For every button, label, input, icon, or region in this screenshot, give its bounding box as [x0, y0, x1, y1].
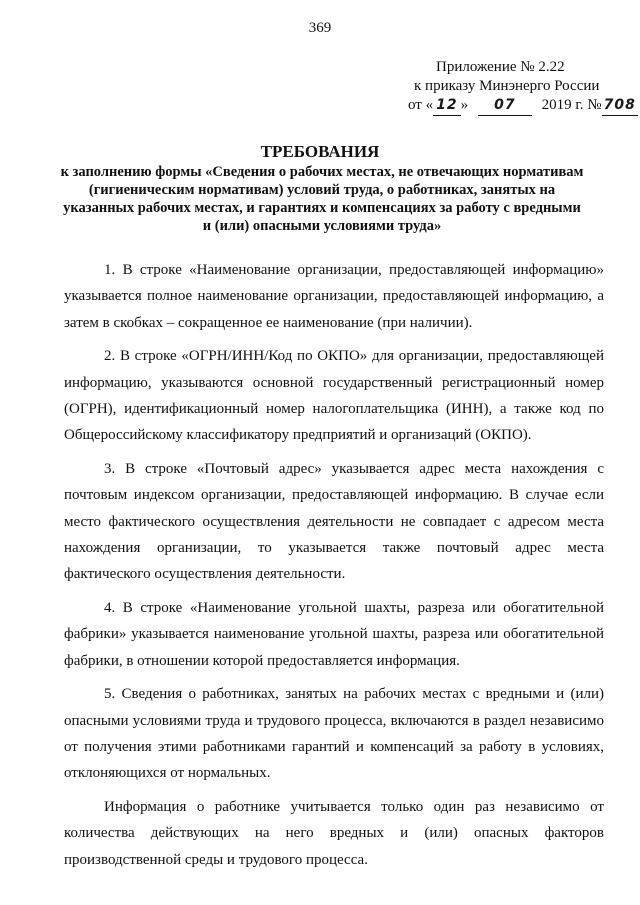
document-title: ТРЕБОВАНИЯ: [260, 142, 380, 161]
paragraph-5: 5. Сведения о работниках, занятых на рабочих местах с вредными и (или) опасными условиями труда и трудового процесса, включаются в раздел независимо от получения этими работниками гарантий и компенсаций за работу в условиях, отклоняющихся от нормальных.: [64, 686, 604, 782]
paragraph-1: 1. В строке «Наименование организации, предоставляющей информацию» указывается полное наименование организации, предоставляющей информацию, а затем в скобках – сокращенное ее наименование (при наличии).: [64, 262, 604, 331]
appendix-order-ref: к приказу Минэнерго России: [414, 78, 600, 94]
handwritten-day: 12: [433, 96, 460, 116]
paragraph-6: Информация о работнике учитывается только один раз независимо от количества действующих на него вредных и (или) опасных факторов производственной среды и трудового процесса.: [64, 798, 604, 868]
date-day-close: »: [460, 97, 469, 113]
appendix-title: Приложение № 2.22: [436, 59, 565, 75]
date-prefix: от «: [408, 97, 434, 113]
appendix-date-line: [408, 96, 638, 116]
paragraph-4: 4. В строке «Наименование угольной шахты, разреза или обогатительной фабрики» указывается наименование угольной шахты, разреза или обогатительной фабрики, в отношении которой предоставляется информация.: [64, 599, 604, 669]
appendix-block: [408, 58, 638, 116]
page-number: 369: [308, 20, 332, 36]
paragraph-3: 3. В строке «Почтовый адрес» указывается адрес места нахождения с почтовым индексом организации, предоставляющей информацию. В случае если место фактического осуществления деятельности не совпадает с адресом места нахождения организации, то указывается также почтовый адрес места фактического осуществления деятельности.: [64, 460, 604, 583]
handwritten-order-number: 708: [602, 96, 638, 116]
handwritten-month: 07: [478, 96, 531, 116]
document-body: [64, 257, 604, 880]
document-subtitle: к заполнению формы «Сведения о рабочих местах, не отвечающих нормативам (гигиеническим нормативам) условий труда, о работниках, занятых на указанных рабочих местах, и гарантиях и компенсациях за работу с вредными и (или) опасными условиями труда»: [60, 164, 584, 234]
paragraph-2: 2. В строке «ОГРН/ИНН/Код по ОКПО» для организации, предоставляющей информацию, указываются основной государственный регистрационный номер (ОГРН), идентификационный номер налогоплательщика (ИНН), а также код по Общероссийскому классификатору предприятий и организаций (ОКПО).: [64, 348, 604, 444]
date-year: 2019 г. №: [541, 97, 602, 113]
